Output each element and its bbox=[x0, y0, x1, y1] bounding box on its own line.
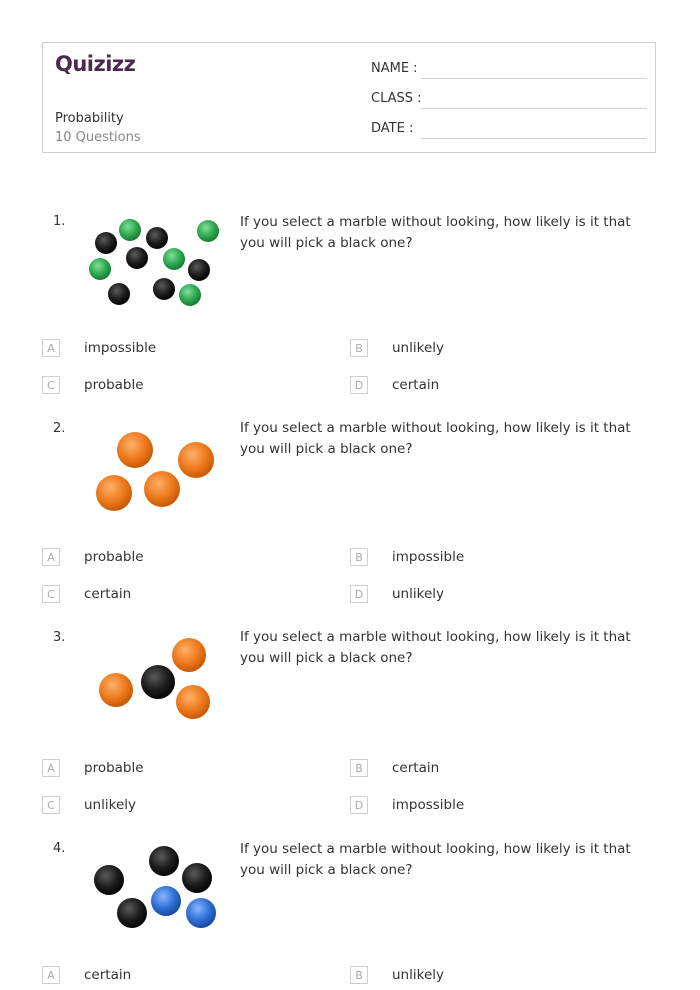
option-letter: D bbox=[350, 585, 368, 603]
blue-marble bbox=[186, 898, 216, 928]
option-letter: D bbox=[350, 376, 368, 394]
worksheet-title: Probability bbox=[55, 111, 124, 126]
question-text: If you select a marble without looking, how likely is it that you will pick a black one? bbox=[240, 629, 631, 666]
option-letter: B bbox=[350, 759, 368, 777]
name-field[interactable] bbox=[371, 61, 647, 79]
black-marble bbox=[182, 863, 212, 893]
black-marble bbox=[126, 247, 148, 269]
orange-marble bbox=[99, 673, 133, 707]
marbles-image bbox=[78, 212, 228, 312]
green-marble bbox=[89, 258, 111, 280]
date-label: DATE : bbox=[371, 121, 414, 136]
option-letter: B bbox=[350, 966, 368, 984]
question-number: 1. bbox=[53, 214, 66, 229]
question-text: If you select a marble without looking, how likely is it that you will pick a black one? bbox=[240, 214, 631, 251]
option-letter: C bbox=[42, 376, 60, 394]
blue-marble bbox=[151, 886, 181, 916]
black-marble bbox=[94, 865, 124, 895]
option-letter: C bbox=[42, 585, 60, 603]
date-line bbox=[421, 138, 647, 139]
option-letter: A bbox=[42, 548, 60, 566]
black-marble bbox=[95, 232, 117, 254]
green-marble bbox=[197, 220, 219, 242]
option-letter: D bbox=[350, 796, 368, 814]
orange-marble bbox=[144, 471, 180, 507]
option-letter: A bbox=[42, 759, 60, 777]
question-number: 2. bbox=[53, 421, 66, 436]
orange-marble bbox=[178, 442, 214, 478]
class-field[interactable] bbox=[371, 91, 647, 109]
worksheet-header bbox=[42, 42, 656, 153]
marbles-image bbox=[78, 420, 228, 520]
option-text: certain bbox=[84, 967, 132, 983]
black-marble bbox=[117, 898, 147, 928]
question-number: 4. bbox=[53, 841, 66, 856]
orange-marble bbox=[117, 432, 153, 468]
option-letter: B bbox=[350, 339, 368, 357]
green-marble bbox=[119, 219, 141, 241]
marbles-image bbox=[78, 628, 228, 728]
option-text: unlikely bbox=[392, 586, 444, 602]
question-number: 3. bbox=[53, 630, 66, 645]
green-marble bbox=[179, 284, 201, 306]
option-text: impossible bbox=[84, 340, 157, 356]
quizizz-logo: Quizizz bbox=[55, 52, 136, 76]
black-marble bbox=[188, 259, 210, 281]
name-label: NAME : bbox=[371, 61, 418, 76]
orange-marble bbox=[176, 685, 210, 719]
option-text: unlikely bbox=[392, 340, 444, 356]
black-marble bbox=[149, 846, 179, 876]
black-marble bbox=[108, 283, 130, 305]
class-label: CLASS : bbox=[371, 91, 422, 106]
option-text: probable bbox=[84, 377, 144, 393]
name-line bbox=[421, 78, 647, 79]
black-marble bbox=[146, 227, 168, 249]
black-marble bbox=[141, 665, 175, 699]
option-letter: C bbox=[42, 796, 60, 814]
option-text: certain bbox=[392, 760, 440, 776]
option-text: probable bbox=[84, 549, 144, 565]
marbles-image bbox=[78, 840, 228, 940]
option-text: impossible bbox=[392, 549, 465, 565]
option-letter: B bbox=[350, 548, 368, 566]
option-text: probable bbox=[84, 760, 144, 776]
class-line bbox=[421, 108, 647, 109]
orange-marble bbox=[172, 638, 206, 672]
orange-marble bbox=[96, 475, 132, 511]
option-text: impossible bbox=[392, 797, 465, 813]
question-count: 10 Questions bbox=[55, 130, 141, 145]
date-field[interactable] bbox=[371, 121, 647, 139]
option-letter: A bbox=[42, 339, 60, 357]
option-text: unlikely bbox=[84, 797, 136, 813]
option-text: certain bbox=[392, 377, 440, 393]
question-text: If you select a marble without looking, how likely is it that you will pick a black one? bbox=[240, 420, 631, 457]
option-letter: A bbox=[42, 966, 60, 984]
option-text: unlikely bbox=[392, 967, 444, 983]
option-text: certain bbox=[84, 586, 132, 602]
black-marble bbox=[153, 278, 175, 300]
green-marble bbox=[163, 248, 185, 270]
question-text: If you select a marble without looking, how likely is it that you will pick a black one? bbox=[240, 841, 631, 878]
